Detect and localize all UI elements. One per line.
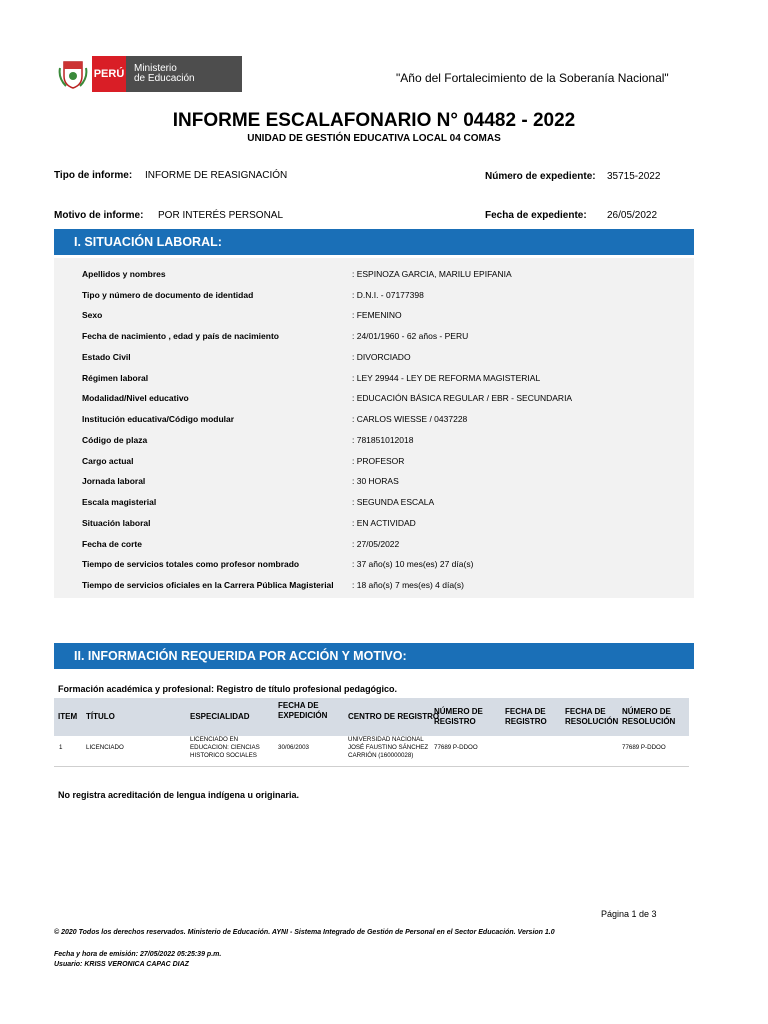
cell-especialidad: LICENCIADO EN EDUCACION: CIENCIAS HISTORICO SOCIALES bbox=[190, 736, 260, 759]
info-row bbox=[54, 310, 694, 330]
tipo-informe-label: Tipo de informe: bbox=[54, 170, 133, 181]
info-label: Tiempo de servicios totales como profesor nombrado bbox=[82, 559, 300, 569]
info-row bbox=[54, 393, 694, 413]
table-caption: Formación académica y profesional: Registro de título profesional pedagógico. bbox=[58, 684, 398, 694]
column-header-fecha-registro: FECHA DE REGISTRO bbox=[505, 707, 547, 726]
info-label: Fecha de nacimiento , edad y país de nacimiento bbox=[82, 331, 279, 341]
info-row bbox=[54, 518, 694, 538]
situacion-laboral-panel bbox=[54, 258, 694, 598]
info-label: Cargo actual bbox=[82, 456, 134, 466]
info-value: : EN ACTIVIDAD bbox=[352, 518, 416, 528]
report-subtitle: UNIDAD DE GESTIÓN EDUCATIVA LOCAL 04 COMAS bbox=[247, 133, 501, 144]
column-header-especialidad: ESPECIALIDAD bbox=[190, 712, 250, 721]
info-label: Escala magisterial bbox=[82, 497, 157, 507]
cell-numero-resolucion: 77689 P-DDOO bbox=[622, 744, 666, 751]
info-value: : 24/01/1960 - 62 años - PERU bbox=[352, 331, 469, 341]
table-header bbox=[54, 698, 689, 736]
section-situacion-laboral-header: I. SITUACIÓN LABORAL: bbox=[54, 229, 694, 255]
cell-fecha-expedicion: 30/06/2003 bbox=[278, 744, 309, 751]
info-label: Tipo y número de documento de identidad bbox=[82, 290, 254, 300]
info-value: : DIVORCIADO bbox=[352, 352, 411, 362]
info-value: : 37 año(s) 10 mes(es) 27 día(s) bbox=[352, 559, 474, 569]
column-header-numero-resolucion: NÚMERO DE RESOLUCIÓN bbox=[622, 707, 676, 726]
info-label: Estado Civil bbox=[82, 352, 131, 362]
info-value: : LEY 29944 - LEY DE REFORMA MAGISTERIAL bbox=[352, 373, 541, 383]
numero-expediente-value: 35715-2022 bbox=[607, 171, 661, 182]
info-row bbox=[54, 580, 694, 600]
section-informacion-requerida-header: II. INFORMACIÓN REQUERIDA POR ACCIÓN Y MOTIVO: bbox=[54, 643, 694, 669]
column-header-fecha-expedicion: FECHA DE EXPEDICIÓN bbox=[278, 701, 328, 720]
numero-expediente-label: Número de expediente: bbox=[485, 171, 596, 182]
cell-item: 1 bbox=[59, 744, 63, 751]
info-label: Código de plaza bbox=[82, 435, 148, 445]
cell-numero-registro: 77689 P-DDOO bbox=[434, 744, 478, 751]
issuing-user: Usuario: KRISS VERONICA CAPAC DIAZ bbox=[54, 961, 189, 968]
column-header-centro-registro: CENTRO DE REGISTRO bbox=[348, 712, 440, 721]
info-value: : 27/05/2022 bbox=[352, 539, 400, 549]
logo-ministry-line2: de Educación bbox=[134, 73, 195, 84]
motivo-informe-value: POR INTERÉS PERSONAL bbox=[158, 210, 284, 221]
info-row bbox=[54, 373, 694, 393]
info-row bbox=[54, 476, 694, 496]
info-row bbox=[54, 456, 694, 476]
info-row bbox=[54, 559, 694, 579]
report-title: INFORME ESCALAFONARIO N° 04482 - 2022 bbox=[172, 110, 576, 131]
info-row bbox=[54, 497, 694, 517]
info-label: Apellidos y nombres bbox=[82, 269, 166, 279]
column-header-fecha-resolucion: FECHA DE RESOLUCIÓN bbox=[565, 707, 619, 726]
year-motto: "Año del Fortalecimiento de la Soberanía Nacional" bbox=[396, 71, 669, 85]
info-value: : PROFESOR bbox=[352, 456, 405, 466]
ministry-logo bbox=[54, 56, 242, 92]
info-label: Situación laboral bbox=[82, 518, 151, 528]
info-row bbox=[54, 352, 694, 372]
logo-country-label: PERÚ bbox=[92, 56, 126, 92]
info-row bbox=[54, 414, 694, 434]
info-row bbox=[54, 539, 694, 559]
info-label: Institución educativa/Código modular bbox=[82, 414, 235, 424]
column-header-titulo: TÍTULO bbox=[86, 712, 115, 721]
info-value: : D.N.I. - 07177398 bbox=[352, 290, 424, 300]
tipo-informe-value: INFORME DE REASIGNACIÓN bbox=[145, 170, 288, 181]
column-header-item: ITEM bbox=[58, 712, 78, 721]
info-value: : FEMENINO bbox=[352, 310, 402, 320]
page-number: Página 1 de 3 bbox=[601, 909, 657, 919]
lengua-indigena-note: No registra acreditación de lengua indígena u originaria. bbox=[58, 790, 300, 800]
cell-titulo: LICENCIADO bbox=[86, 744, 124, 751]
cell-centro-registro: UNIVERSIDAD NACIONAL JOSÉ FAUSTINO SÁNCHEZ CARRIÓN (160000028) bbox=[348, 736, 429, 759]
fecha-expediente-label: Fecha de expediente: bbox=[485, 210, 587, 221]
info-label: Sexo bbox=[82, 310, 103, 320]
info-value: : EDUCACIÓN BÁSICA REGULAR / EBR - SECUNDARIA bbox=[352, 393, 573, 403]
logo-ministry-label bbox=[126, 56, 242, 92]
info-label: Tiempo de servicios oficiales en la Carrera Pública Magisterial bbox=[82, 580, 334, 590]
info-row bbox=[54, 435, 694, 455]
info-value: : 18 año(s) 7 mes(es) 4 día(s) bbox=[352, 580, 464, 590]
motivo-informe-label: Motivo de informe: bbox=[54, 210, 144, 221]
info-row bbox=[54, 269, 694, 289]
emission-datetime: Fecha y hora de emisión: 27/05/2022 05:25:39 p.m. bbox=[54, 951, 222, 958]
info-label: Jornada laboral bbox=[82, 476, 146, 486]
column-header-numero-registro: NÚMERO DE REGISTRO bbox=[434, 707, 483, 726]
info-value: : SEGUNDA ESCALA bbox=[352, 497, 435, 507]
copyright-notice: © 2020 Todos los derechos reservados. Ministerio de Educación. AYNI - Sistema Integrado de Gestión de Personal en el Sector Educación. Version 1.0 bbox=[54, 929, 555, 936]
info-value: : CARLOS WIESSE / 0437228 bbox=[352, 414, 468, 424]
logo-ministry-line1: Ministerio bbox=[134, 63, 177, 74]
info-value: : 781851012018 bbox=[352, 435, 414, 445]
info-row bbox=[54, 331, 694, 351]
coat-of-arms-icon bbox=[54, 56, 92, 92]
info-label: Régimen laboral bbox=[82, 373, 149, 383]
info-label: Modalidad/Nivel educativo bbox=[82, 393, 189, 403]
info-value: : 30 HORAS bbox=[352, 476, 399, 486]
fecha-expediente-value: 26/05/2022 bbox=[607, 210, 658, 221]
table-row bbox=[54, 736, 689, 767]
info-row bbox=[54, 290, 694, 310]
info-label: Fecha de corte bbox=[82, 539, 142, 549]
info-value: : ESPINOZA GARCIA, MARILU EPIFANIA bbox=[352, 269, 512, 279]
